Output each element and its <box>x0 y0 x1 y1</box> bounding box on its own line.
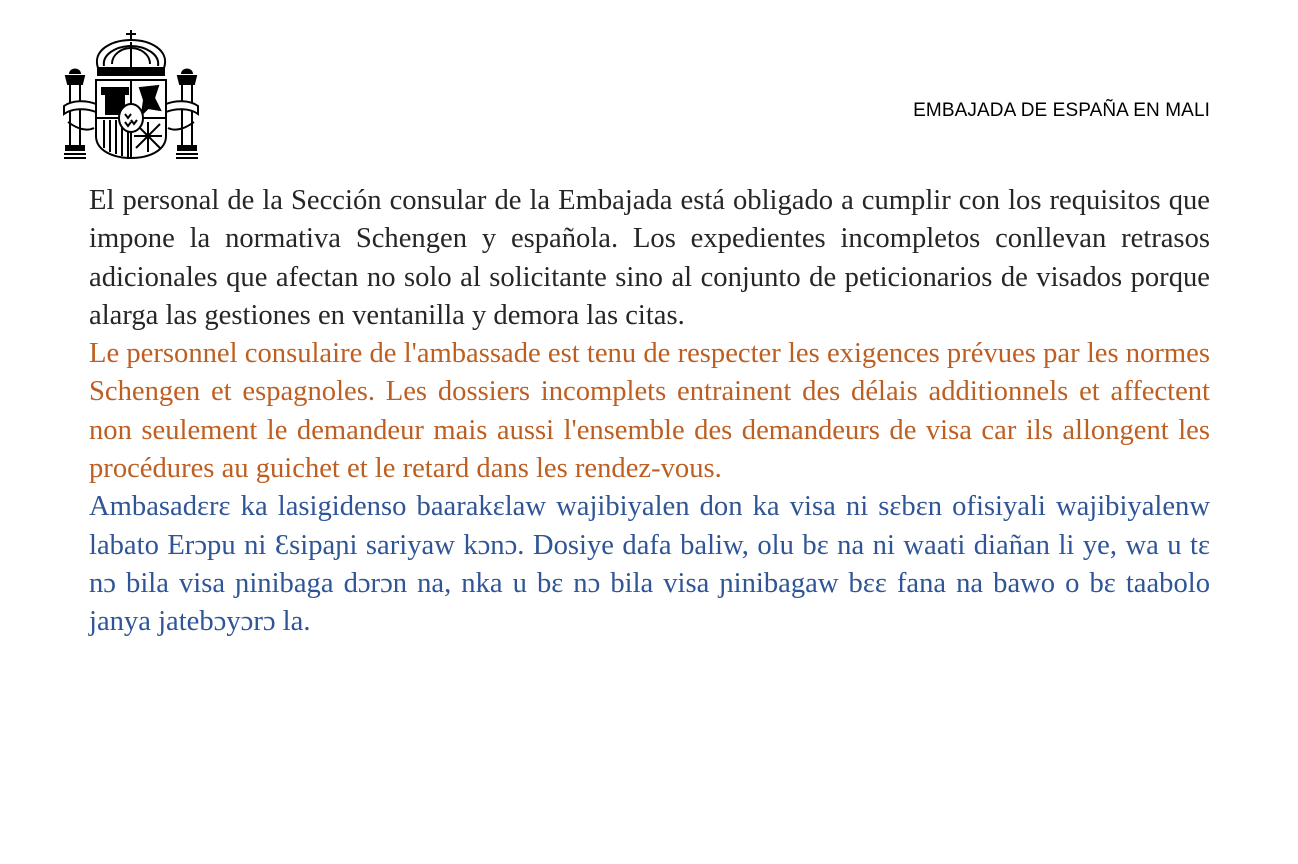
paragraph-spanish: El personal de la Sección consular de la Embajada está obligado a cumplir con los requisitos que impone la normativa Schengen y española. Los expedientes incompletos conllevan retrasos adicionales que afectan no solo al solicitante sino al conjunto de peticionarios de visados porque alarga las gestiones en ventanilla y demora las citas. <box>89 185 1210 331</box>
spain-coat-of-arms-icon <box>62 28 200 162</box>
notice-body <box>89 182 1210 642</box>
embassy-name: EMBAJADA DE ESPAÑA EN MALI <box>913 100 1210 121</box>
paragraph-bambara: Ambasadɛrɛ ka lasigidenso baarakɛlaw wajibiyalen don ka visa ni sɛbɛn ofisiyali wajibiyalenw labato Erɔpu ni Ɛsipaɲi sariyaw kɔnɔ. Dosiye dafa baliw, olu bɛ na ni waati diañan li ye, wa u tɛ nɔ bila visa ɲinibaga dɔrɔn na, nka u bɛ nɔ bila visa ɲinibagaw bɛɛ fana na bawo o bɛ taabolo janya jatebɔyɔrɔ la. <box>89 491 1210 638</box>
paragraph-french: Le personnel consulaire de l'ambassade est tenu de respecter les exigences prévues par les normes Schengen et espagnoles. Les dossiers incomplets entrainent des délais additionnels et affectent non seulement le demandeur mais aussi l'ensemble des demandeurs de visa car ils allongent les procédures au guichet et le retard dans les rendez-vous. <box>89 338 1210 485</box>
